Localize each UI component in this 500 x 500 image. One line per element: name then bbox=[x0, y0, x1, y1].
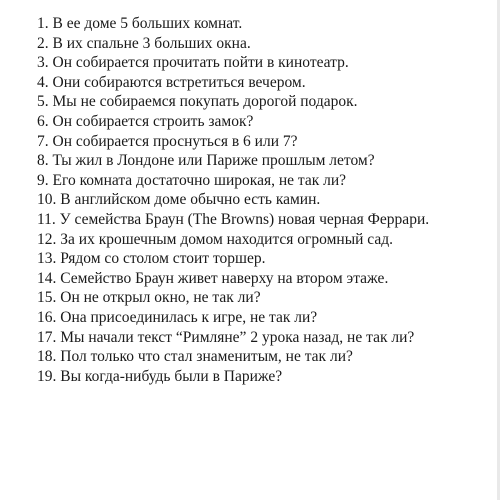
list-item: 17. Мы начали текст “Римляне” 2 урока назад, не так ли? bbox=[37, 328, 415, 346]
list-item: 3. Он собирается прочитать пойти в кинотеатр. bbox=[37, 54, 349, 72]
list-item: 16. Она присоединилась к игре, не так ли? bbox=[37, 308, 318, 326]
list-item: 13. Рядом со столом стоит торшер. bbox=[37, 250, 266, 268]
list-item: 19. Вы когда-нибудь были в Париже? bbox=[37, 367, 283, 385]
list-item: 2. В их спальне 3 больших окна. bbox=[37, 34, 251, 52]
sentence-list bbox=[37, 14, 482, 386]
list-item: 10. В английском доме обычно есть камин. bbox=[37, 191, 321, 209]
list-item: 1. В ее доме 5 больших комнат. bbox=[37, 15, 243, 32]
list-item: 11. У семейства Браун (The Browns) новая черная Феррари. bbox=[37, 210, 430, 228]
list-item: 12. За их крошечным домом находится огромный сад. bbox=[37, 230, 394, 248]
list-item: 7. Он собирается проснуться в 6 или 7? bbox=[37, 132, 298, 150]
list-item: 6. Он собирается строить замок? bbox=[37, 112, 254, 130]
list-item: 8. Ты жил в Лондоне или Париже прошлым летом? bbox=[37, 152, 375, 170]
list-item: 14. Семейство Браун живет наверху на втором этаже. bbox=[37, 269, 389, 287]
list-item: 18. Пол только что стал знаменитым, не так ли? bbox=[37, 348, 353, 366]
list-item: 9. Его комната достаточно широкая, не так ли? bbox=[37, 171, 347, 189]
list-item: 15. Он не открыл окно, не так ли? bbox=[37, 289, 261, 307]
list-item: 5. Мы не собираемся покупать дорогой подарок. bbox=[37, 93, 358, 111]
list-item: 4. Они собираются встретиться вечером. bbox=[37, 73, 306, 91]
